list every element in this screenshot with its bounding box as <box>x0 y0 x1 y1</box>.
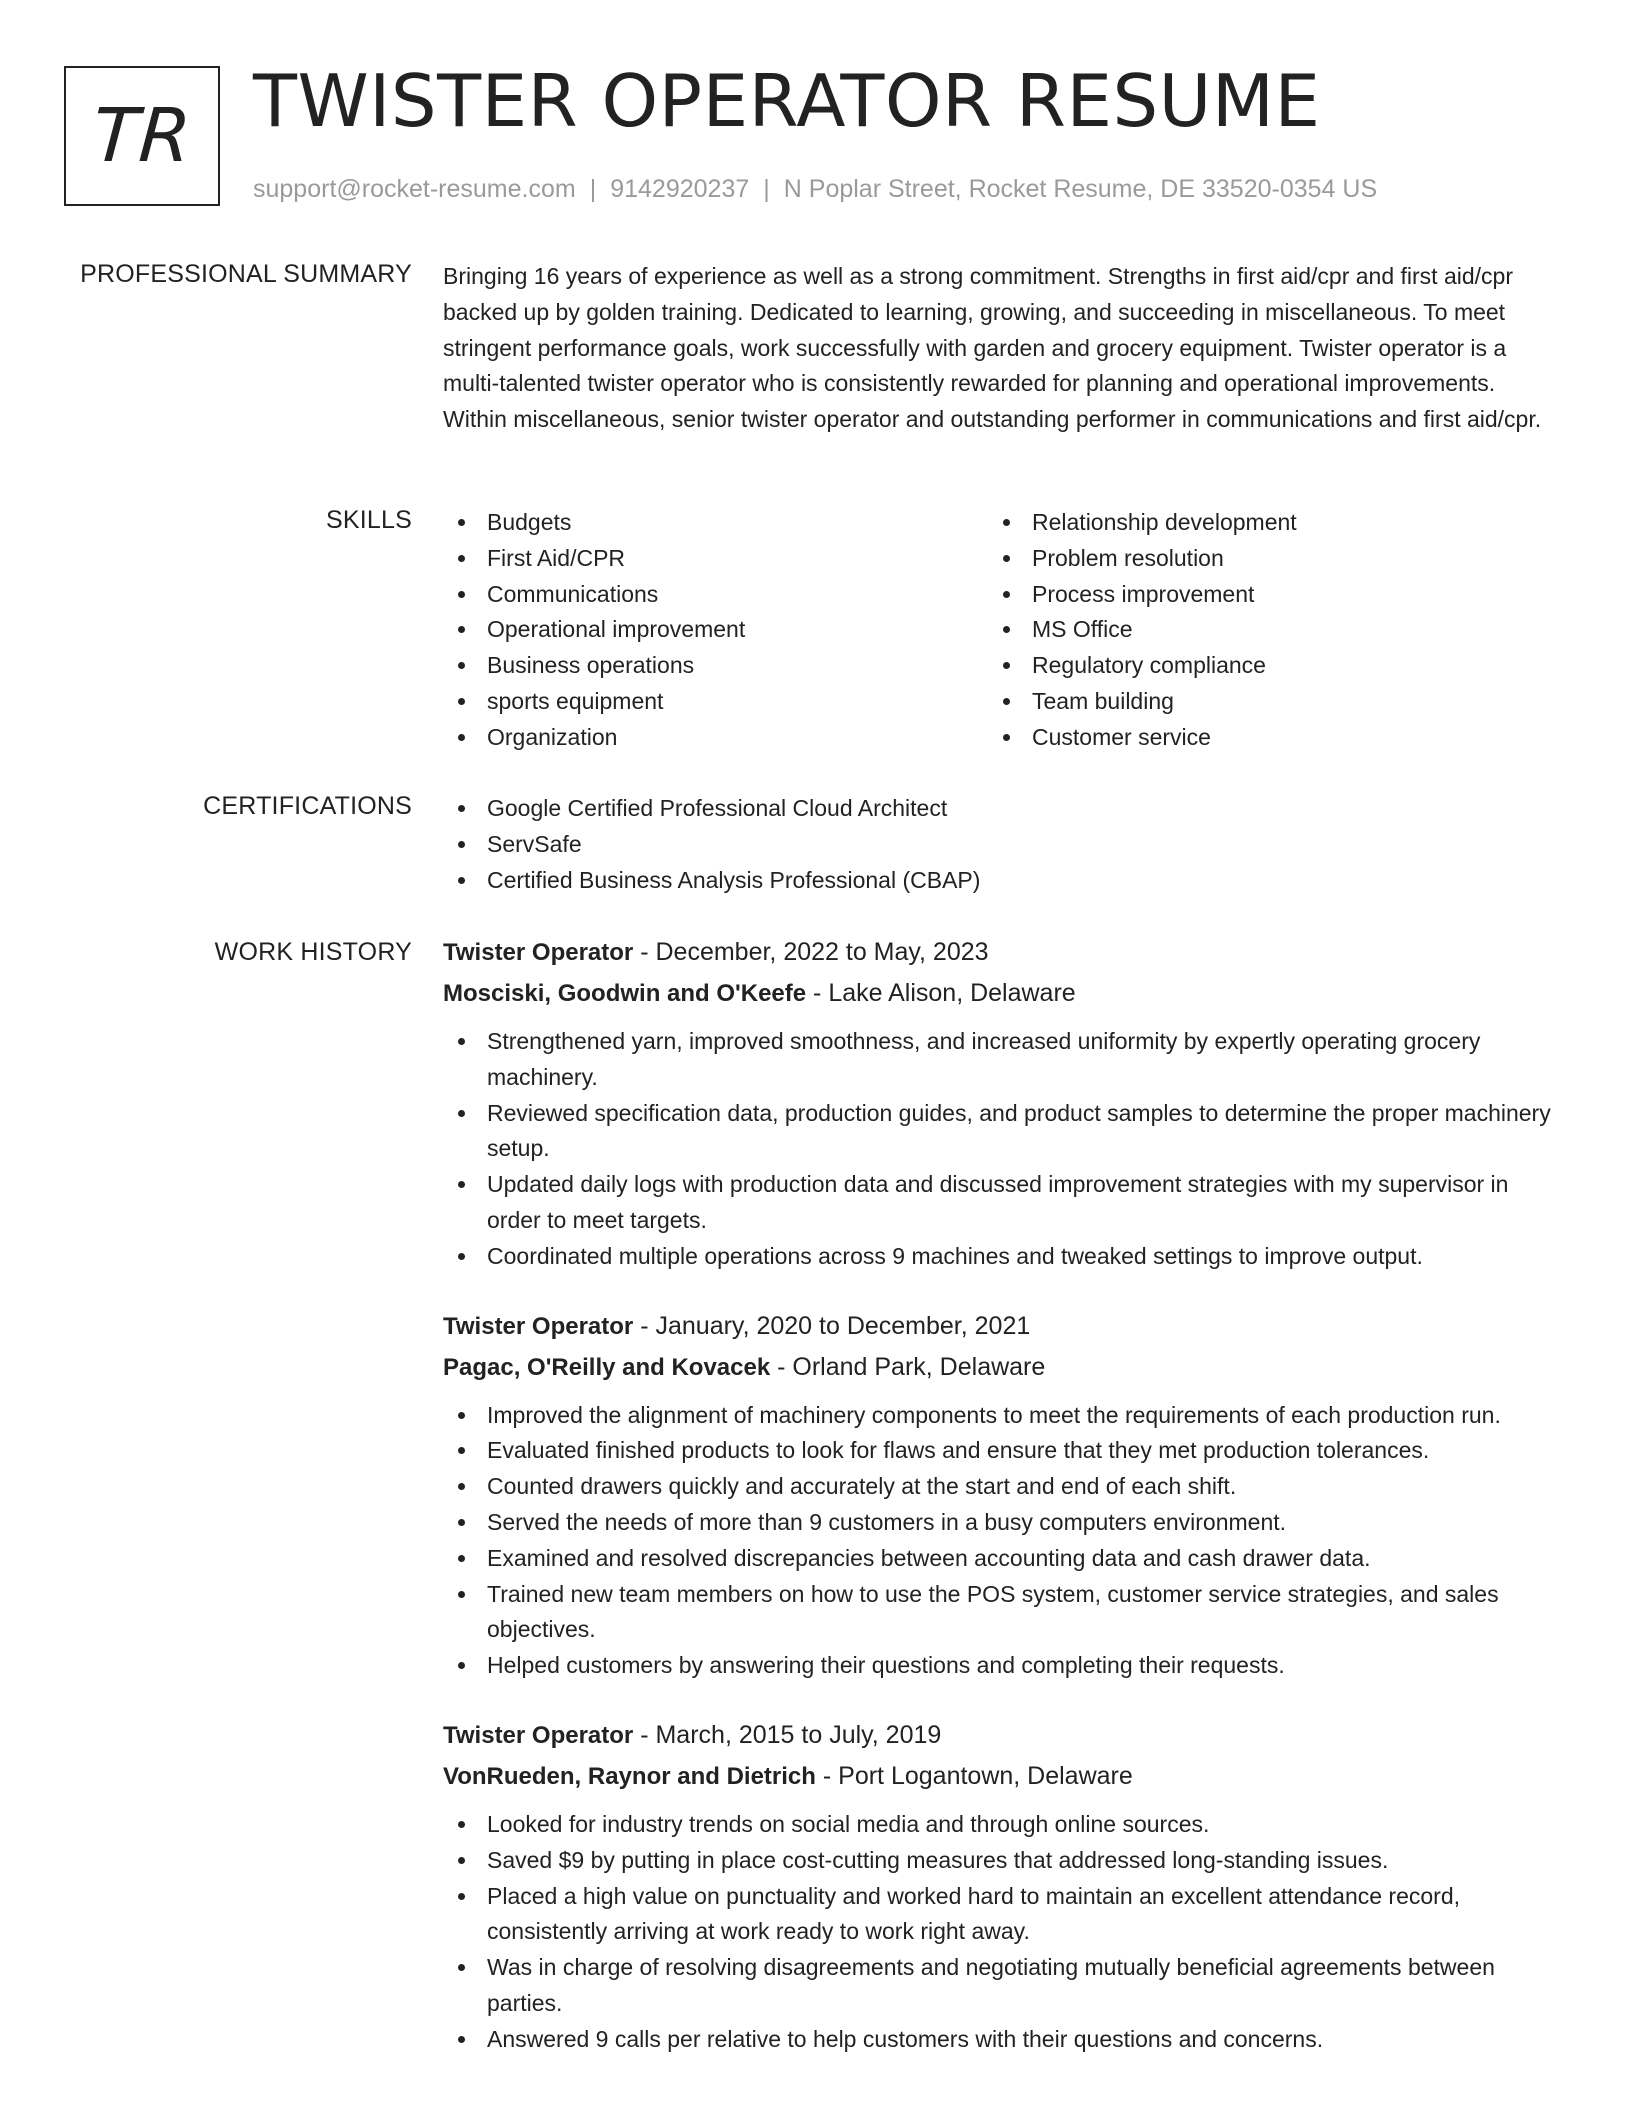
work-history-body <box>443 932 1553 2089</box>
certification-item: ServSafe <box>443 827 1553 863</box>
job-bullet: Updated daily logs with production data and discussed improvement strategies with my supervisor in order to meet targets. <box>443 1167 1553 1239</box>
skill-item: Team building <box>988 684 1533 720</box>
job-dates: - December, 2022 to May, 2023 <box>633 938 989 966</box>
certification-item: Google Certified Professional Cloud Architect <box>443 791 1553 827</box>
job-bullet: Reviewed specification data, production guides, and product samples to determine the proper machinery setup. <box>443 1096 1553 1168</box>
job-entry <box>443 1715 1553 2058</box>
job-bullet: Saved $9 by putting in place cost-cutting measures that addressed long-standing issues. <box>443 1843 1553 1879</box>
job-company: Mosciski, Goodwin and O'Keefe <box>443 980 807 1007</box>
skill-item: Business operations <box>443 648 988 684</box>
job-bullets <box>443 1024 1553 1275</box>
skill-item: Process improvement <box>988 577 1533 613</box>
job-entry <box>443 1306 1553 1684</box>
job-title-line <box>443 932 1553 973</box>
job-bullet: Coordinated multiple operations across 9 machines and tweaked settings to improve output. <box>443 1239 1553 1275</box>
summary-body <box>443 259 1553 438</box>
job-location: - Orland Park, Delaware <box>770 1352 1046 1381</box>
job-company: VonRueden, Raynor and Dietrich <box>443 1762 816 1790</box>
skill-item: First Aid/CPR <box>443 541 988 577</box>
skill-item: Problem resolution <box>988 541 1533 577</box>
job-title: Twister Operator <box>443 1721 634 1749</box>
job-bullet: Examined and resolved discrepancies between accounting data and cash drawer data. <box>443 1541 1553 1577</box>
job-dates: - January, 2020 to December, 2021 <box>633 1311 1031 1340</box>
monogram-box <box>64 66 220 206</box>
job-dates: - March, 2015 to July, 2019 <box>633 1720 942 1749</box>
job-bullet: Helped customers by answering their questions and completing their requests. <box>443 1648 1553 1684</box>
summary-text: Bringing 16 years of experience as well as a strong commitment. Strengths in first aid/cpr and first aid/cpr backed up by golden training. Dedicated to learning, growing, and succeeding in miscellaneous. To meet stringent performance goals, work successfully with garden and grocery equipment. Twister operator is a multi-talented twister operator who is consistently rewarded for planning and operational improvements. Within miscellaneous, senior twister operator and outstanding performer in communications and first aid/cpr. <box>443 263 1542 433</box>
contact-separator: | <box>763 175 770 203</box>
skill-item: MS Office <box>988 612 1533 648</box>
job-bullets <box>443 1398 1553 1684</box>
job-entry <box>443 932 1553 1275</box>
job-bullet: Placed a high value on punctuality and worked hard to maintain an excellent attendance record, consistently arriving at work ready to work right away. <box>443 1879 1553 1951</box>
skill-item: Relationship development <box>988 505 1533 541</box>
job-location: - Port Logantown, Delaware <box>815 1761 1133 1790</box>
skill-item: Communications <box>443 577 988 613</box>
section-label-skills: SKILLS <box>326 506 412 534</box>
job-bullet: Improved the alignment of machinery components to meet the requirements of each production run. <box>443 1398 1553 1434</box>
job-company: Pagac, O'Reilly and Kovacek <box>443 1353 771 1381</box>
contact-line <box>253 174 1377 204</box>
section-label-work-history: WORK HISTORY <box>214 938 412 966</box>
monogram-initials: TR <box>89 93 195 179</box>
section-label-certifications: CERTIFICATIONS <box>203 792 412 820</box>
job-company-line <box>443 973 1553 1014</box>
skill-item: sports equipment <box>443 684 988 720</box>
section-label-summary: PROFESSIONAL SUMMARY <box>80 260 412 288</box>
job-bullets <box>443 1807 1553 2058</box>
job-bullet: Counted drawers quickly and accurately at the start and end of each shift. <box>443 1469 1553 1505</box>
contact-phone: 9142920237 <box>610 175 750 203</box>
contact-address: N Poplar Street, Rocket Resume, DE 33520-0354 US <box>783 175 1378 203</box>
job-location: - Lake Alison, Delaware <box>806 979 1076 1007</box>
skill-item: Customer service <box>988 720 1533 756</box>
job-bullet: Looked for industry trends on social media and through online sources. <box>443 1807 1553 1843</box>
skill-item: Organization <box>443 720 988 756</box>
job-company-line <box>443 1347 1553 1388</box>
job-bullet: Answered 9 calls per relative to help customers with their questions and concerns. <box>443 2022 1553 2058</box>
job-bullet: Evaluated finished products to look for flaws and ensure that they met production tolerances. <box>443 1433 1553 1469</box>
certifications-list <box>443 791 1553 898</box>
job-bullet: Served the needs of more than 9 customers in a busy computers environment. <box>443 1505 1553 1541</box>
skills-list-col2 <box>988 505 1533 756</box>
job-company-line <box>443 1756 1553 1797</box>
resume-title: TWISTER OPERATOR RESUME <box>253 59 1321 143</box>
job-bullet: Strengthened yarn, improved smoothness, and increased uniformity by expertly operating grocery machinery. <box>443 1024 1553 1096</box>
job-title-line <box>443 1715 1553 1756</box>
skill-item: Operational improvement <box>443 612 988 648</box>
contact-email: support@rocket-resume.com <box>253 175 576 203</box>
job-title: Twister Operator <box>443 1312 634 1340</box>
contact-separator: | <box>589 175 597 203</box>
job-bullet: Trained new team members on how to use the POS system, customer service strategies, and sales objectives. <box>443 1577 1553 1649</box>
job-bullet: Was in charge of resolving disagreements and negotiating mutually beneficial agreements between parties. <box>443 1950 1553 2022</box>
skills-body <box>443 505 1553 756</box>
job-title: Twister Operator <box>443 939 634 966</box>
certifications-body <box>443 791 1553 898</box>
skills-list-col1 <box>443 505 988 756</box>
skill-item: Budgets <box>443 505 988 541</box>
certification-item: Certified Business Analysis Professional (CBAP) <box>443 863 1553 899</box>
skill-item: Regulatory compliance <box>988 648 1533 684</box>
job-title-line <box>443 1306 1553 1347</box>
